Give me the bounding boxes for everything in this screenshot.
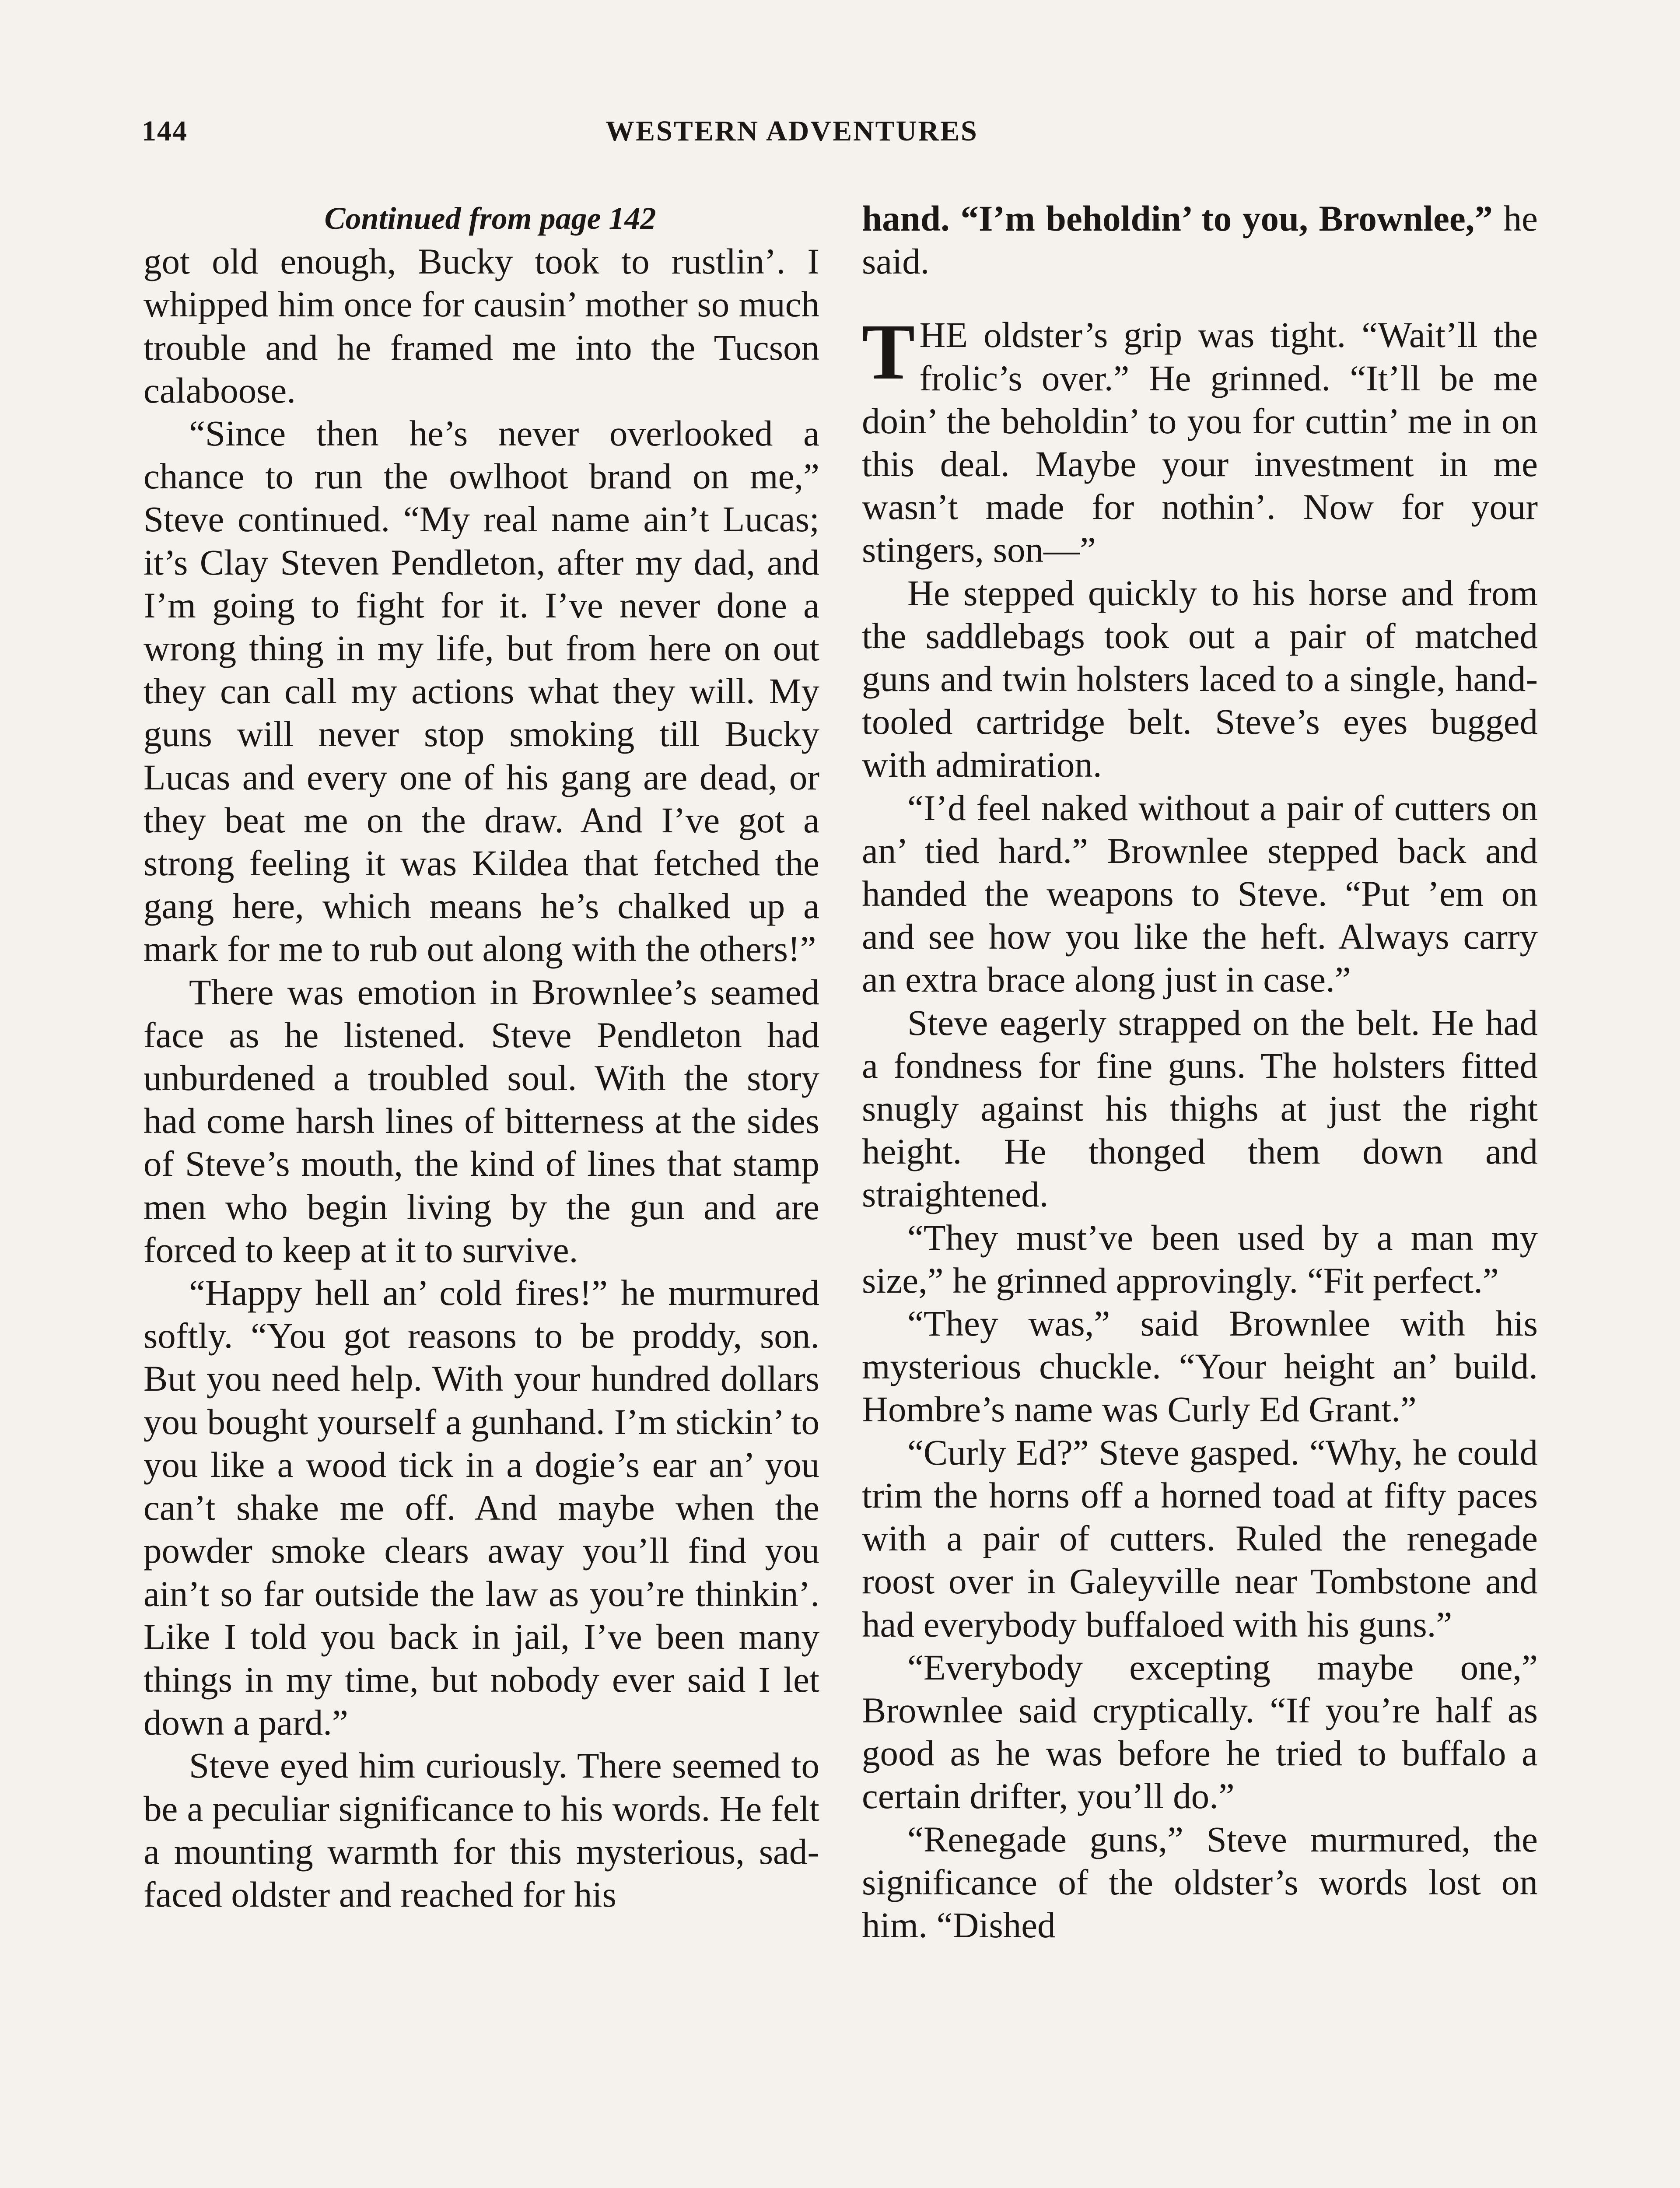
paragraph [862,197,1538,283]
page-header [142,115,1538,154]
paragraph: “They must’ve been used by a man my size,” he grinned approvingly. “Fit perfect.” [862,1217,1538,1301]
paragraph-text: HE oldster’s grip was tight. “Wait’ll the frolic’s over.” He grinned. “It’ll be me doin’ the beholdin’ to you for cuttin’ me in on this deal. Maybe your investment in me wasn’t made for nothin’. Now for your stingers, son—” [862,315,1538,570]
continued-note: Continued from page 142 [324,201,656,236]
paragraph: “Happy hell an’ cold fires!” he murmured softly. “You got reasons to be proddy, son. But you need help. With your hundred dollars you bought yourself a gunhand. I’m stickin’ to you like a wood tick in a dogie’s ear an’ you can’t shake me off. And maybe when the powder smoke clears away you’ll find you ain’t so far outside the law as you’re thinkin’. Like I told you back in jail, I’ve been many things in my time, but nobody ever said I let down a pard.” [144,1273,819,1743]
paragraph: “Curly Ed?” Steve gasped. “Why, he could trim the horns off a horned toad at fifty paces with a pair of cutters. Ruled the renegade roost over in Galeyville near Tombstone and had everybody buffaloed with his guns.” [862,1432,1538,1645]
dropcap-paragraph [862,308,1538,571]
paragraph: Steve eyed him curiously. There seemed to be a peculiar significance to his words. He felt a mounting warmth for this mysterious, sadfaced oldster and reached for his [144,1745,819,1914]
drop-cap: T [862,308,915,396]
running-head: WESTERN ADVENTURES [606,115,978,147]
paragraph: got old enough, Bucky took to rustlin’. I whipped him once for causin’ mother so much trouble and he framed me into the Tucson calaboose. [144,241,819,410]
paragraph: “They was,” said Brownlee with his mysterious chuckle. “Your height an’ build. Hombre’s name was Curly Ed Grant.” [862,1303,1538,1430]
paragraph: There was emotion in Brownlee’s seamed face as he listened. Steve Pendleton had unburdened a troubled soul. With the story had come harsh lines of bitterness at the sides of Steve’s mouth, the kind of lines that stamp men who begin living by the gun and are forced to keep at it to survive. [144,971,819,1270]
right-column [862,197,1538,1946]
paragraph-text: he said. [862,198,1538,282]
left-column [144,197,819,1916]
paragraph: “Everybody excepting maybe one,” Brownlee said cryptically. “If you’re half as good as he was before he tried to buffalo a certain drifter, you’ll do.” [862,1647,1538,1816]
paragraph: “Renegade guns,” Steve murmured, the significance of the oldster’s words lost on him. “Dished [862,1819,1538,1945]
paragraph: “Since then he’s never overlooked a chance to run the owlhoot brand on me,” Steve continued. “My real name ain’t Lucas; it’s Clay Steven Pendleton, after my dad, and I’m going to fight for it. I’ve never done a wrong thing in my life, but from here on out they can call my actions what they will. My guns will never stop smoking till Bucky Lucas and every one of his gang are dead, or they beat me on the draw. And I’ve got a strong feeling it was Kildea that fetched the gang here, which means he’s chalked up a mark for me to rub out along with the others!” [144,413,819,969]
bold-run: hand. “I’m beholdin’ to you, Brownlee,” [862,198,1493,238]
paragraph: He stepped quickly to his horse and from the saddlebags took out a pair of matched guns and twin holsters laced to a single, hand-tooled cartridge belt. Steve’s eyes bugged with admiration. [862,572,1538,785]
page-number: 144 [142,115,188,147]
paragraph: Steve eagerly strapped on the belt. He had a fondness for fine guns. The holsters fitted snugly against his thighs at just the right height. He thonged them down and straightened. [862,1002,1538,1215]
paragraph: “I’d feel naked without a pair of cutters on an’ tied hard.” Brownlee stepped back and handed the weapons to Steve. “Put ’em on and see how you like the heft. Always carry an extra brace along just in case.” [862,787,1538,1000]
section-break [862,283,1538,313]
